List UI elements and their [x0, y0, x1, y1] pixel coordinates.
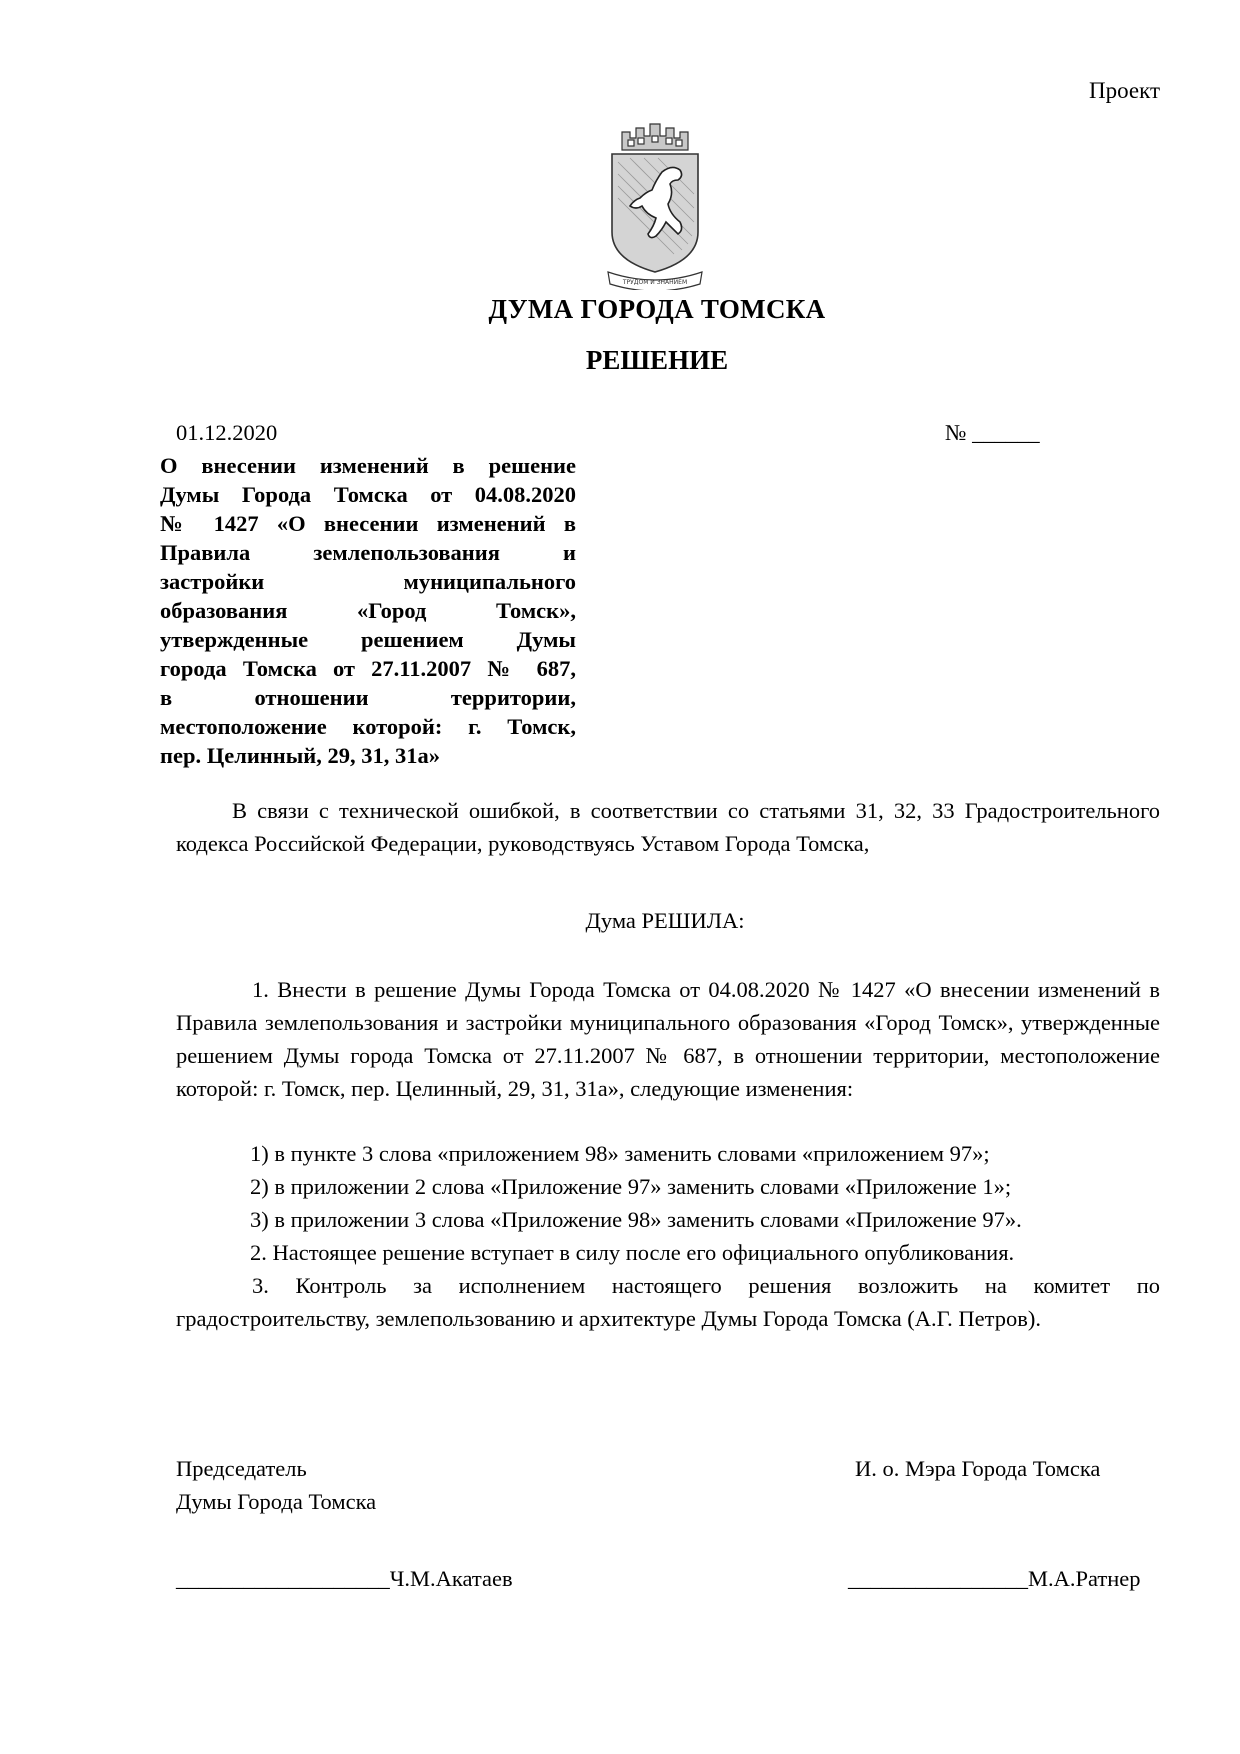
item-2-paragraph: 2. Настоящее решение вступает в силу после его официального опубликования.: [250, 1240, 1015, 1265]
subject-line: застройки муниципального: [160, 569, 576, 594]
document-date: 01.12.2020: [176, 420, 278, 445]
crown-icon: [622, 124, 688, 150]
subject-line: города Томска от 27.11.2007 № 687,: [160, 656, 576, 681]
subject-line: утвержденные решением Думы: [160, 627, 576, 652]
city-coat-of-arms: [600, 122, 710, 290]
project-label: Проект: [1088, 78, 1160, 103]
mayor-title: И. о. Мэра Города Томска: [855, 1456, 1101, 1481]
subject-line: Правила землепользования и: [160, 540, 576, 565]
subject-line: местоположение которой: г. Томск,: [160, 714, 576, 739]
document-type: РЕШЕНИЕ: [585, 345, 729, 375]
item-1-subitem-3: 3) в приложении 3 слова «Приложение 98» заменить словами «Приложение 97».: [250, 1207, 1022, 1232]
item-1-subitem-1: 1) в пункте 3 слова «приложением 98» заменить словами «приложением 97»;: [250, 1141, 990, 1166]
subject-line: № 1427 «О внесении изменений в: [160, 511, 576, 536]
chair-title-line1: Председатель: [176, 1456, 307, 1481]
document-subject: [160, 451, 576, 770]
resolved-heading: Дума РЕШИЛА:: [585, 908, 745, 933]
item-1-subitem-2: 2) в приложении 2 слова «Приложение 97» заменить словами «Приложение 1»;: [250, 1174, 1012, 1199]
subject-line: в отношении территории,: [160, 685, 576, 710]
chair-signature-line: ___________________Ч.М.Акатаев: [176, 1566, 513, 1591]
subject-line: пер. Целинный, 29, 31, 31а»: [160, 743, 440, 768]
subject-line: образования «Город Томск»,: [160, 598, 576, 623]
item-3-paragraph: 3. Контроль за исполнением настоящего решения возложить на комитет по градостроительству, землепользованию и архитектуре Думы Города Томска (А.Г. Петров).: [176, 1273, 1160, 1331]
emblem-motto: ТРУДОМ И ЗНАНИЕМ: [622, 279, 688, 286]
subject-line: Думы Города Томска от 04.08.2020: [160, 482, 576, 507]
intro-paragraph: В связи с технической ошибкой, в соответствии со статьями 31, 32, 33 Градостроительного кодекса Российской Федерации, руководствуясь Уставом Города Томска,: [176, 798, 1160, 856]
item-1-paragraph: 1. Внести в решение Думы Города Томска от 04.08.2020 № 1427 «О внесении изменений в Правила землепользования и застройки муниципального образования «Город Томск», утвержденные решением Думы города Томска от 27.11.2007 № 687, в отношении территории, местоположение которой: г. Томск, пер. Целинный, 29, 31, 31а», следующие изменения:: [176, 977, 1160, 1101]
document-number: № ______: [945, 420, 1040, 445]
subject-line: О внесении изменений в решение: [160, 453, 576, 478]
chair-title-line2: Думы Города Томска: [176, 1489, 377, 1514]
mayor-signature-line: ________________М.А.Ратнер: [848, 1566, 1141, 1591]
organization-name: ДУМА ГОРОДА ТОМСКА: [488, 294, 826, 324]
